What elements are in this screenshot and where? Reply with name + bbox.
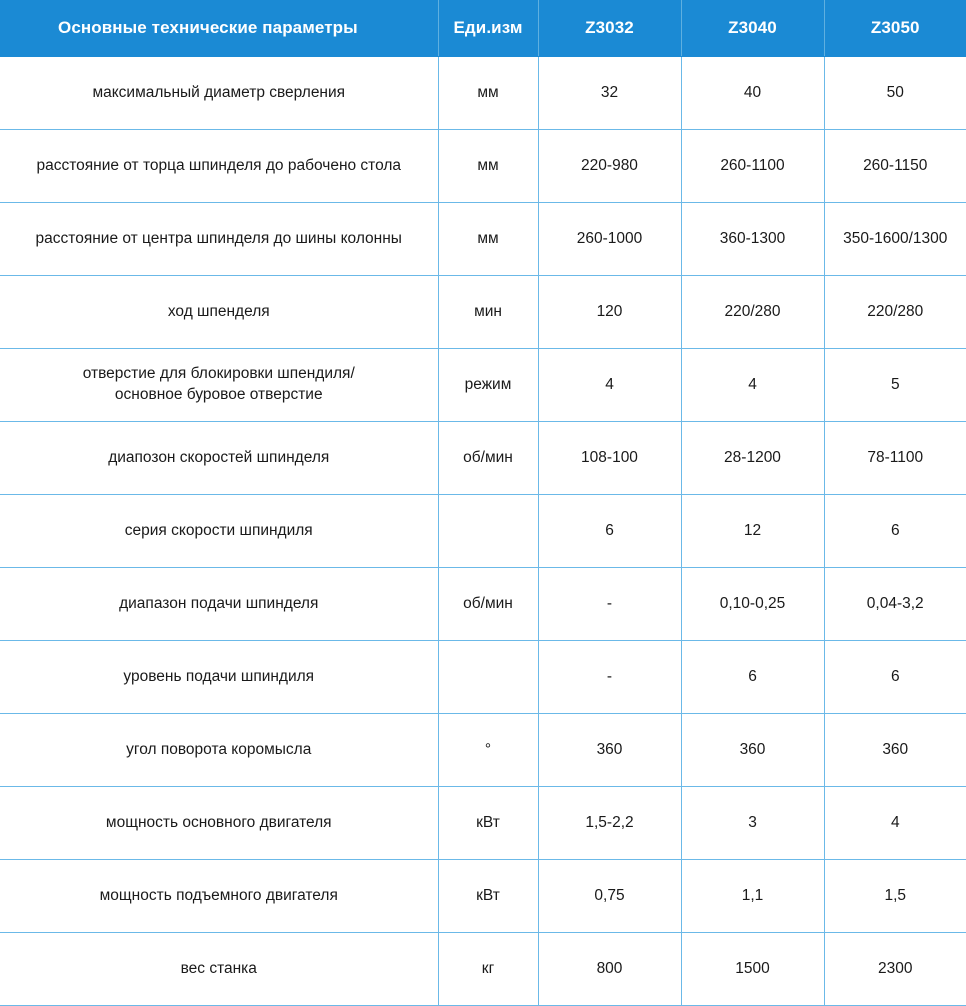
cell-z3032: - [538, 568, 681, 641]
cell-unit: режим [438, 349, 538, 422]
cell-parameter: расстояние от торца шпинделя до рабочено стола [0, 130, 438, 203]
table-row [0, 130, 966, 203]
table-row [0, 860, 966, 933]
cell-z3050: 2300 [824, 933, 966, 1006]
cell-z3032: 1,5-2,2 [538, 787, 681, 860]
cell-z3032: 220-980 [538, 130, 681, 203]
cell-unit [438, 641, 538, 714]
cell-parameter: мощность основного двигателя [0, 787, 438, 860]
cell-unit: кВт [438, 860, 538, 933]
table-row [0, 276, 966, 349]
cell-z3040: 360-1300 [681, 203, 824, 276]
table-row [0, 714, 966, 787]
cell-z3040: 0,10-0,25 [681, 568, 824, 641]
cell-z3050: 260-1150 [824, 130, 966, 203]
cell-parameter-line-2: основное буровое отверстие [114, 386, 323, 403]
cell-z3032: 360 [538, 714, 681, 787]
column-header-parameters: Основные технические параметры [0, 0, 438, 57]
column-header-z3040: Z3040 [681, 0, 824, 57]
cell-parameter: диапазон подачи шпинделя [0, 568, 438, 641]
table-row [0, 495, 966, 568]
cell-z3050: 350-1600/1300 [824, 203, 966, 276]
cell-unit: мм [438, 57, 538, 130]
cell-z3040: 6 [681, 641, 824, 714]
cell-z3032: 120 [538, 276, 681, 349]
cell-z3050: 6 [824, 641, 966, 714]
cell-z3040: 260-1100 [681, 130, 824, 203]
cell-parameter: вес станка [0, 933, 438, 1006]
cell-z3040: 40 [681, 57, 824, 130]
cell-z3040: 1,1 [681, 860, 824, 933]
cell-z3040: 4 [681, 349, 824, 422]
cell-z3032: - [538, 641, 681, 714]
table-row [0, 349, 966, 422]
cell-parameter [0, 349, 438, 422]
cell-parameter: угол поворота коромысла [0, 714, 438, 787]
cell-parameter: ход шпенделя [0, 276, 438, 349]
table-row [0, 57, 966, 130]
table-row [0, 568, 966, 641]
column-header-z3050: Z3050 [824, 0, 966, 57]
cell-z3032: 32 [538, 57, 681, 130]
cell-unit: об/мин [438, 422, 538, 495]
cell-unit: мм [438, 130, 538, 203]
cell-parameter: диапозон скоростей шпинделя [0, 422, 438, 495]
table-header-row [0, 0, 966, 57]
cell-unit: мин [438, 276, 538, 349]
cell-z3040: 360 [681, 714, 824, 787]
table-body [0, 57, 966, 1006]
cell-unit: кВт [438, 787, 538, 860]
cell-z3050: 78-1100 [824, 422, 966, 495]
cell-z3032: 260-1000 [538, 203, 681, 276]
cell-unit: об/мин [438, 568, 538, 641]
cell-z3050: 0,04-3,2 [824, 568, 966, 641]
cell-z3040: 28-1200 [681, 422, 824, 495]
cell-z3032: 0,75 [538, 860, 681, 933]
cell-z3032: 6 [538, 495, 681, 568]
table-row [0, 641, 966, 714]
cell-z3040: 1500 [681, 933, 824, 1006]
cell-z3040: 220/280 [681, 276, 824, 349]
table-row [0, 933, 966, 1006]
table-row [0, 422, 966, 495]
cell-unit [438, 495, 538, 568]
cell-parameter: максимальный диаметр сверления [0, 57, 438, 130]
cell-z3050: 50 [824, 57, 966, 130]
column-header-z3032: Z3032 [538, 0, 681, 57]
cell-z3050: 4 [824, 787, 966, 860]
table-header [0, 0, 966, 57]
cell-z3032: 4 [538, 349, 681, 422]
cell-unit: ° [438, 714, 538, 787]
cell-z3050: 1,5 [824, 860, 966, 933]
table-row [0, 203, 966, 276]
cell-parameter: мощность подъемного двигателя [0, 860, 438, 933]
cell-parameter: уровень подачи шпиндиля [0, 641, 438, 714]
cell-z3040: 12 [681, 495, 824, 568]
cell-z3050: 360 [824, 714, 966, 787]
cell-z3040: 3 [681, 787, 824, 860]
cell-z3050: 5 [824, 349, 966, 422]
cell-z3050: 6 [824, 495, 966, 568]
cell-unit: кг [438, 933, 538, 1006]
cell-unit: мм [438, 203, 538, 276]
cell-z3032: 108-100 [538, 422, 681, 495]
column-header-unit: Еди.изм [438, 0, 538, 57]
table-row [0, 787, 966, 860]
cell-parameter: расстояние от центра шпинделя до шины колонны [0, 203, 438, 276]
cell-z3032: 800 [538, 933, 681, 1006]
cell-z3050: 220/280 [824, 276, 966, 349]
cell-parameter-line-1: отверстие для блокировки шпендиля/ [82, 365, 355, 383]
cell-parameter: серия скорости шпиндиля [0, 495, 438, 568]
